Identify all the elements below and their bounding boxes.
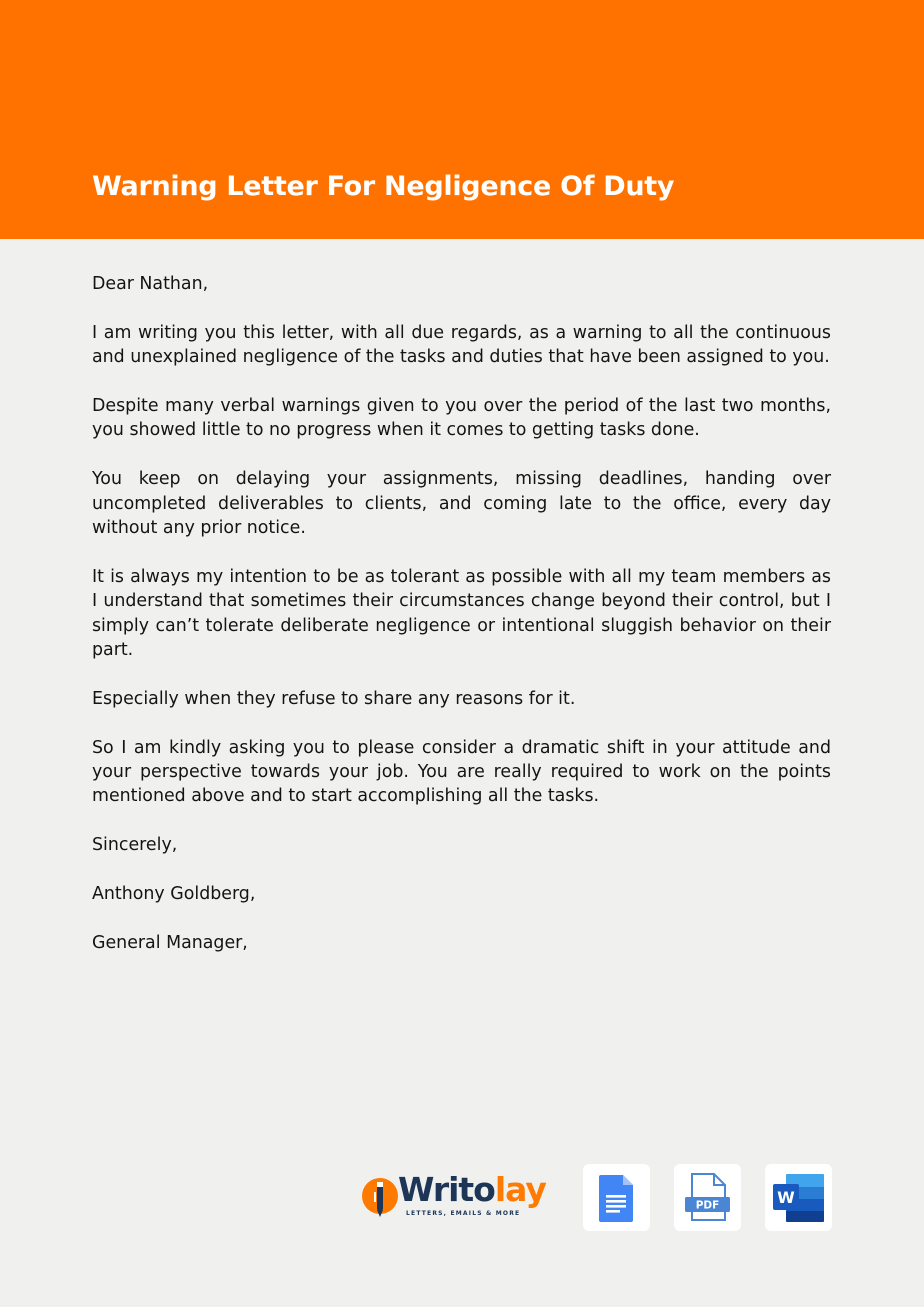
letter-paragraph: It is always my intention to be as tolerant as possible with all my team members as I understand that sometimes their circumstances change beyond their control, but I simply can’t tolerate deliberate negligence or intentional sluggish behavior on their part. xyxy=(92,566,831,661)
letter-body xyxy=(92,272,831,980)
logo-wordmark: Writolay xyxy=(398,1170,546,1209)
writolay-logo[interactable] xyxy=(360,1170,552,1222)
header-banner xyxy=(0,0,924,239)
letter-paragraph: So I am kindly asking you to please consider a dramatic shift in your attitude and your perspective towards your job. You are really required to work on the points mentioned above and to start accomplishing all the tasks. xyxy=(92,737,831,807)
google-docs-icon xyxy=(583,1164,650,1231)
letter-paragraph: Despite many verbal warnings given to you over the period of the last two months, you showed little to no progress when it comes to getting tasks done. xyxy=(92,396,831,441)
signer-name: Anthony Goldberg, xyxy=(92,884,256,905)
word-download[interactable] xyxy=(765,1164,832,1231)
pencil-icon xyxy=(360,1176,400,1222)
letter-paragraph: Especially when they refuse to share any reasons for it. xyxy=(92,688,576,709)
pdf-download[interactable] xyxy=(674,1164,741,1231)
letter-paragraph: You keep on delaying your assignments, missing deadlines, handing over uncompleted deliverables to clients, and coming late to the office, every day without any prior notice. xyxy=(92,469,831,539)
google-docs-download[interactable] xyxy=(583,1164,650,1231)
svg-text:PDF: PDF xyxy=(695,1199,720,1212)
logo-tagline: LETTERS, EMAILS & MORE xyxy=(406,1210,521,1217)
signer-title: General Manager, xyxy=(92,932,248,953)
page-title: Warning Letter For Negligence Of Duty xyxy=(92,171,675,202)
footer xyxy=(360,1164,832,1232)
letter-paragraph: I am writing you this letter, with all due regards, as a warning to all the continuous and unexplained negligence of the tasks and duties that have been assigned to you. xyxy=(92,322,831,368)
pdf-icon xyxy=(674,1164,741,1231)
word-icon xyxy=(765,1164,832,1231)
svg-text:W: W xyxy=(777,1188,795,1207)
closing: Sincerely, xyxy=(92,835,178,856)
salutation: Dear Nathan, xyxy=(92,274,209,294)
